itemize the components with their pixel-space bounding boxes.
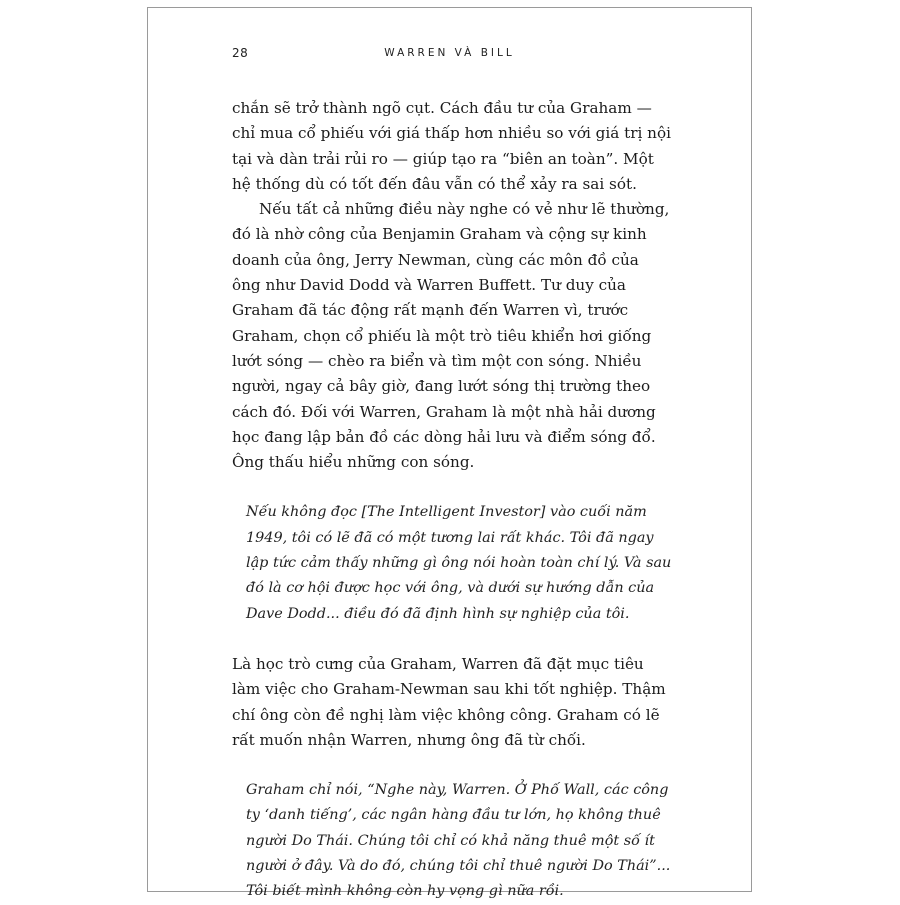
block-quote-graham-response: Graham chỉ nói, “Nghe này, Warren. Ở Phố Wall, các công ty ‘danh tiếng’, các ngân hàng đầu tư lớn, họ không thuê người Do Thái. Chúng tôi chỉ có khả năng thuê một số ít người ở đây. Và do đó, chúng tôi chỉ thuê người Do Thái”... Tôi biết mình không còn hy vọng gì nữa rồi. [246,782,671,900]
running-title: WARREN VÀ BILL [384,47,515,59]
book-page [147,7,752,900]
paragraph-graham-newman: Là học trò cưng của Graham, Warren đã đặt mục tiêu làm việc cho Graham-Newman sau khi tốt nghiệp. Thậm chí ông còn đề nghị làm việc không công. Graham có lẽ rất muốn nhận Warren, nhưng ông đã từ chối. [232,654,666,749]
page-body [232,96,672,905]
paragraph-continuation: chắn sẽ trở thành ngõ cụt. Cách đầu tư của Graham — chỉ mua cổ phiếu với giá thấp hơn nhiều so với giá trị nội tại và dàn trải rủi ro — giúp tạo ra “biên an toàn”. Một hệ thống dù có tốt đến đâu vẫn có thể xảy ra sai sót. [232,99,671,193]
block-quote-intelligent-investor: Nếu không đọc [The Intelligent Investor] vào cuối năm 1949, tôi có lẽ đã có một tương lai rất khác. Tôi đã ngay lập tức cảm thấy những gì ông nói hoàn toàn chí lý. Và sau đó là cơ hội được học với ông, và dưới sự hướng dẫn của Dave Dodd... điều đó đã định hình sự nghiệp của tôi. [246,504,672,622]
page-number: 28 [232,46,249,60]
spacer [232,753,672,778]
page-header [148,46,751,66]
spacer [232,475,672,500]
paragraph-graham-influence: Nếu tất cả những điều này nghe có vẻ như lẽ thường, đó là nhờ công của Benjamin Graham và cộng sự kinh doanh của ông, Jerry Newman, cùng các môn đồ của ông như David Dodd và Warren Buffett. Tư duy của Graham đã tác động rất mạnh đến Warren vì, trước Graham, chọn cổ phiếu là một trò tiêu khiển hơi giống lướt sóng — chèo ra biển và tìm một con sóng. Nhiều người, ngay cả bây giờ, đang lướt sóng thị trường theo cách đó. Đối với Warren, Graham là một nhà hải dương học đang lập bản đồ các dòng hải lưu và điểm sóng đổ. Ông thấu hiểu những con sóng. [232,200,670,472]
spacer [232,627,672,652]
